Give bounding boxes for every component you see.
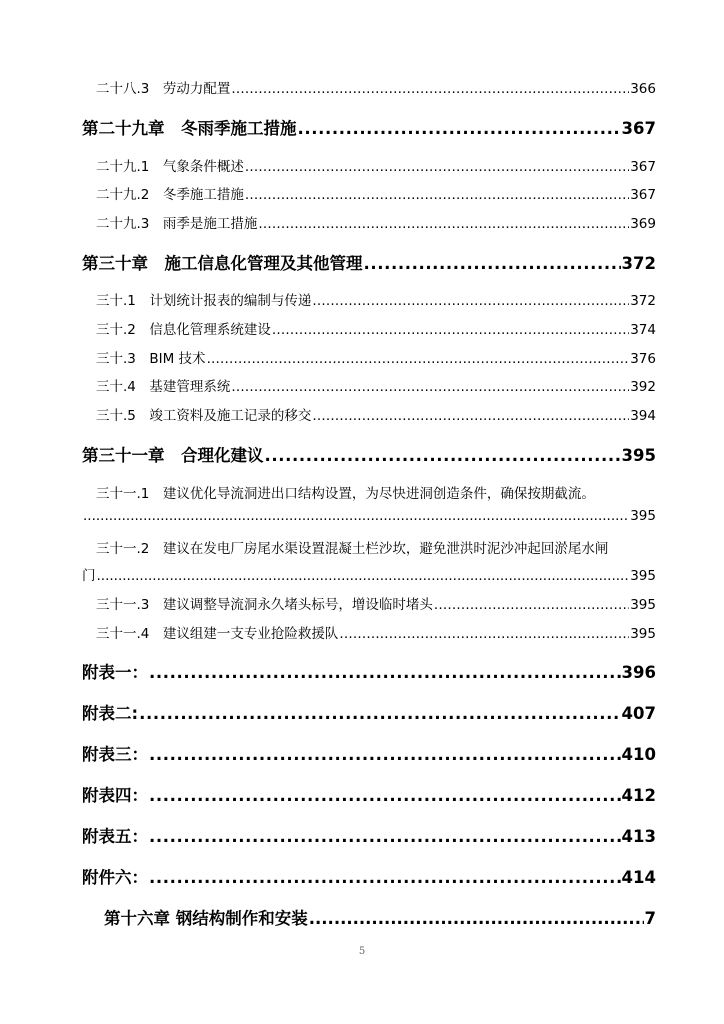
dot-leader: [207, 351, 630, 367]
toc-entry[interactable]: [96, 155, 656, 175]
dot-leader: [298, 119, 621, 138]
toc-chapter-entry[interactable]: [82, 115, 656, 139]
dot-leader: [434, 597, 629, 613]
toc-entry-title: 第三十章 施工信息化管理及其他管理: [82, 254, 363, 273]
dot-leader: [245, 159, 629, 175]
toc-entry[interactable]: [96, 183, 656, 203]
toc-entry[interactable]: [96, 593, 656, 613]
toc-entry[interactable]: [96, 289, 656, 309]
dot-leader: [245, 187, 629, 203]
toc-chapter-entry[interactable]: [104, 905, 656, 929]
toc-entry-page: 395: [630, 626, 656, 642]
toc-entry-title: 附表三：: [82, 745, 148, 764]
toc-appendix-entry[interactable]: [82, 864, 656, 888]
toc-entry-page: 412: [621, 786, 656, 805]
dot-leader: [258, 216, 629, 232]
toc-entry-title: 三十.2 信息化管理系统建设: [96, 322, 271, 338]
toc-entry-page: 395: [621, 446, 656, 465]
toc-appendix-entry[interactable]: [82, 782, 656, 806]
toc-entry-page: 395: [630, 597, 656, 613]
toc-entry-page: 394: [630, 408, 656, 424]
toc-entry[interactable]: [82, 508, 656, 524]
toc-entry-title: 附件六：: [82, 868, 148, 887]
toc-entry-page: 395: [630, 508, 656, 524]
toc-entry-page: 367: [621, 119, 656, 138]
toc-appendix-entry[interactable]: [82, 659, 656, 683]
dot-leader: [339, 626, 629, 642]
dot-leader: [312, 293, 629, 309]
toc-entry-title: 三十.1 计划统计报表的编制与传递: [96, 293, 312, 309]
toc-entry-page: 395: [630, 568, 656, 584]
toc-entry[interactable]: [82, 564, 656, 584]
toc-appendix-entry[interactable]: [82, 823, 656, 847]
dot-leader: [83, 508, 629, 524]
toc-entry-title: 三十.4 基建管理系统: [96, 379, 231, 395]
toc-chapter-entry[interactable]: [82, 250, 656, 274]
toc-entry-title: 二十九.3 雨季是施工措施: [96, 216, 258, 232]
dot-leader: [149, 663, 621, 682]
toc-entry-title: 三十一.4 建议组建一支专业抢险救援队: [96, 626, 339, 642]
toc-entry-title: 二十八.3 劳动力配置: [96, 81, 231, 97]
toc-entry-title: 三十一.3 建议调整导流洞永久堵头标号，增设临时堵头: [96, 597, 433, 613]
toc-entry-page: 372: [630, 293, 656, 309]
toc-entry-title: 二十九.1 气象条件概述: [96, 159, 244, 175]
toc-appendix-entry[interactable]: [82, 700, 656, 724]
toc-entry-title-line1[interactable]: 三十一.1 建议优化导流洞进出口结构设置，为尽快进洞创造条件，确保按期截流。: [96, 486, 595, 502]
dot-leader: [312, 408, 629, 424]
toc-entry[interactable]: [96, 347, 656, 367]
dot-leader: [231, 81, 629, 97]
toc-entry-title: 附表二:: [82, 704, 139, 723]
toc-entry[interactable]: [96, 212, 656, 232]
dot-leader: [139, 704, 620, 723]
toc-entry-title: 三十.3 BIM 技术: [96, 351, 206, 367]
toc-entry-page: 392: [630, 379, 656, 395]
toc-entry-page: 414: [621, 868, 656, 887]
dot-leader: [97, 568, 630, 584]
toc-entry-title: 第二十九章 冬雨季施工措施: [82, 119, 297, 138]
toc-entry[interactable]: [96, 404, 656, 424]
toc-entry-page: 369: [630, 216, 656, 232]
dot-leader: [149, 827, 621, 846]
toc-entry-title: 附表一：: [82, 663, 148, 682]
toc-entry[interactable]: [96, 318, 656, 338]
toc-entry-title: 二十九.2 冬季施工措施: [96, 187, 244, 203]
toc-entry-title: 第三十一章 合理化建议: [82, 446, 264, 465]
dot-leader: [149, 786, 621, 805]
toc-entry-page: 372: [621, 254, 656, 273]
toc-entry-title-line1[interactable]: 三十一.2 建议在发电厂房尾水渠设置混凝土栏沙坎，避免泄洪时泥沙冲起回淤尾水闸: [96, 541, 609, 557]
toc-entry-page: 366: [630, 81, 656, 97]
toc-entry[interactable]: [96, 77, 656, 97]
toc-entry[interactable]: [96, 622, 656, 642]
toc-entry-page: 413: [621, 827, 656, 846]
toc-entry-page: 367: [630, 187, 656, 203]
toc-entry-page: 410: [621, 745, 656, 764]
toc-entry-page: 7: [644, 909, 656, 928]
dot-leader: [364, 254, 621, 273]
toc-appendix-entry[interactable]: [82, 741, 656, 765]
toc-entry[interactable]: [96, 375, 656, 395]
toc-entry-page: 367: [630, 159, 656, 175]
toc-entry-title: 附表四：: [82, 786, 148, 805]
dot-leader: [149, 745, 621, 764]
dot-leader: [272, 322, 629, 338]
dot-leader: [149, 868, 621, 887]
toc-entry-page: 407: [621, 704, 656, 723]
toc-chapter-entry[interactable]: [82, 442, 656, 466]
toc-entry-page: 396: [621, 663, 656, 682]
dot-leader: [265, 446, 621, 465]
toc-entry-page: 374: [630, 322, 656, 338]
page-number: 5: [358, 946, 366, 957]
toc-entry-title: 附表五：: [82, 827, 148, 846]
toc-entry-page: 376: [630, 351, 656, 367]
dot-leader: [231, 379, 629, 395]
dot-leader: [309, 909, 644, 928]
toc-entry-title-line2: 门: [82, 568, 96, 584]
toc-entry-title: 三十.5 竣工资料及施工记录的移交: [96, 408, 312, 424]
toc-entry-title: 第十六章 钢结构制作和安装: [104, 909, 308, 928]
